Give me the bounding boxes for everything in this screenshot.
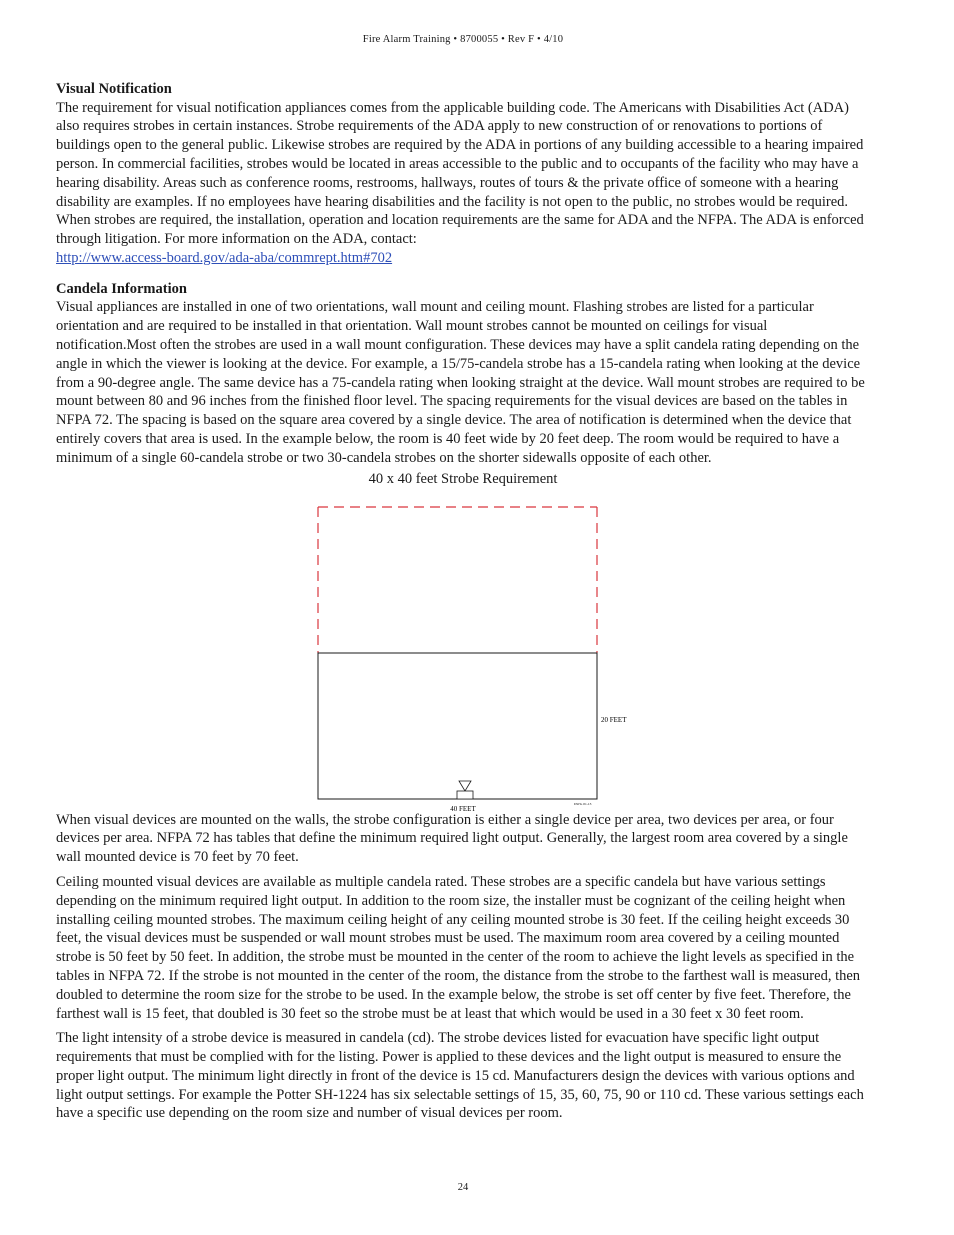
section-body-candela: Visual appliances are installed in one of two orientations, wall mount and ceiling mount. Flashing strobes are listed for a particular orientation and are required to be installed in that orientation. Wall mount strobes cannot be mounted on ceilings for visual notification.Most often the strobes are used in a wall mount configuration. These devices may have a split candela rating depending on the angle in which the viewer is looking at the device. For example, a 15/75-candela strobe has a 15-candela rating when looking at the device from a 90-degree angle. The same device has a 75-candela rating when looking straight at the device. Wall mount strobes are required to be mount between 80 and 96 inches from the finished floor level. The spacing requirements for the visual devices are based on the tables in NFPA 72. The spacing is based on the square area covered by a single device. The area of notification is determined when the device that entirely covers that area is used. In the example below, the room is 40 feet wide by 20 feet deep. The room would be required to have a minimum of a single 60-candela strobe or two 30-candela strobes on the shorter sidewalls opposite of each other. xyxy=(56,299,865,466)
drawing-number: DWG 01-13 xyxy=(574,801,592,806)
paragraph-wall-mounted: When visual devices are mounted on the walls, the strobe configuration is either a single device per area, two devices per area, or four devices per area. NFPA 72 has tables that define the minimum required light output. Generally, the largest room area covered by a single wall mounted device is 70 feet by 70 feet. xyxy=(56,811,848,866)
room-outline xyxy=(318,653,597,799)
room-diagram xyxy=(56,491,868,811)
coverage-area-dashed xyxy=(318,507,597,653)
paragraph-light-intensity: The light intensity of a strobe device is measured in candela (cd). The strobe devices listed for evacuation have specific light output requirements that must be complied with for the listing. Power is applied to these devices and the light output is measured to ensure the proper light output. The minimum light directly in front of the device is 15 cd. Manufacturers design the devices with various options and light output settings. For example the Potter SH-1224 has six selectable settings of 15, 35, 60, 75, 90 or 110 cd. These various settings each have a specific use depending on the room size and number of visual devices per room. xyxy=(56,1030,864,1122)
width-label: 40 FEET xyxy=(450,804,476,811)
section-heading-candela: Candela Information xyxy=(56,280,187,297)
visual-notification-text: The requirement for visual notification appliances comes from the applicable building code. The Americans with Disabilities Act (ADA) also requires strobes in certain instances. Strobe requirements of the ADA apply to new construction of or renovations to portions of buildings open to the general public. Likewise strobes are required by the ADA in portions of any building accessible to a hearing impaired person. In commercial facilities, strobes would be located in areas accessible to the public and to occupants of the facility who may have a hearing disability. Areas such as conference rooms, restrooms, hallways, routes of tours & the private office of someone with a hearing disability are examples. If no employees have hearing disabilities and the facility is not open to the public, no strobes would be required. When strobes are required, the installation, operation and location requirements are the same for ADA and the NFPA. The ADA is enforced through litigation. For more information on the ADA, contact: xyxy=(56,99,864,248)
paragraph-ceiling-mounted: Ceiling mounted visual devices are available as multiple candela rated. These strobes are a specific candela but have various settings depending on the minimum required light output. In addition to the room size, the installer must be cognizant of the ceiling height when installing ceiling mounted strobes. The maximum ceiling height of any ceiling mounted strobe is 30 feet. If the ceiling height exceeds 30 feet, the visual devices must be suspended or wall mount strobes must be used. The maximum room area covered by a ceiling mounted strobe is 50 feet by 50 feet. In addition, the strobe must be mounted in the center of the room to achieve the light levels as specified in the tables in NFPA 72. If the strobe is not mounted in the center of the room, the distance from the strobe to the farthest wall is measured, then doubled to determine the room size for the strobe to be used. In the example below, the strobe is set off center by five feet. Therefore, the farthest wall is 15 feet, that doubled is 30 feet so the strobe must be at least that which would be used in a 30 feet x 30 feet room. xyxy=(56,873,861,1022)
section-heading-visual-notification: Visual Notification xyxy=(56,81,172,97)
strobe-figure xyxy=(56,471,868,811)
section-body-visual-notification xyxy=(56,99,868,268)
figure-title: 40 x 40 feet Strobe Requirement xyxy=(368,470,558,487)
page-header: Fire Alarm Training • 8700055 • Rev F • 4/10 xyxy=(362,34,564,45)
strobe-symbol xyxy=(457,781,473,799)
ada-link[interactable]: http://www.access-board.gov/ada-aba/commrept.htm#702 xyxy=(56,249,393,266)
depth-label: 20 FEET xyxy=(601,715,627,724)
after-figure-text xyxy=(56,811,868,1124)
page-content xyxy=(56,80,868,1129)
page-number: 24 xyxy=(457,1182,469,1193)
